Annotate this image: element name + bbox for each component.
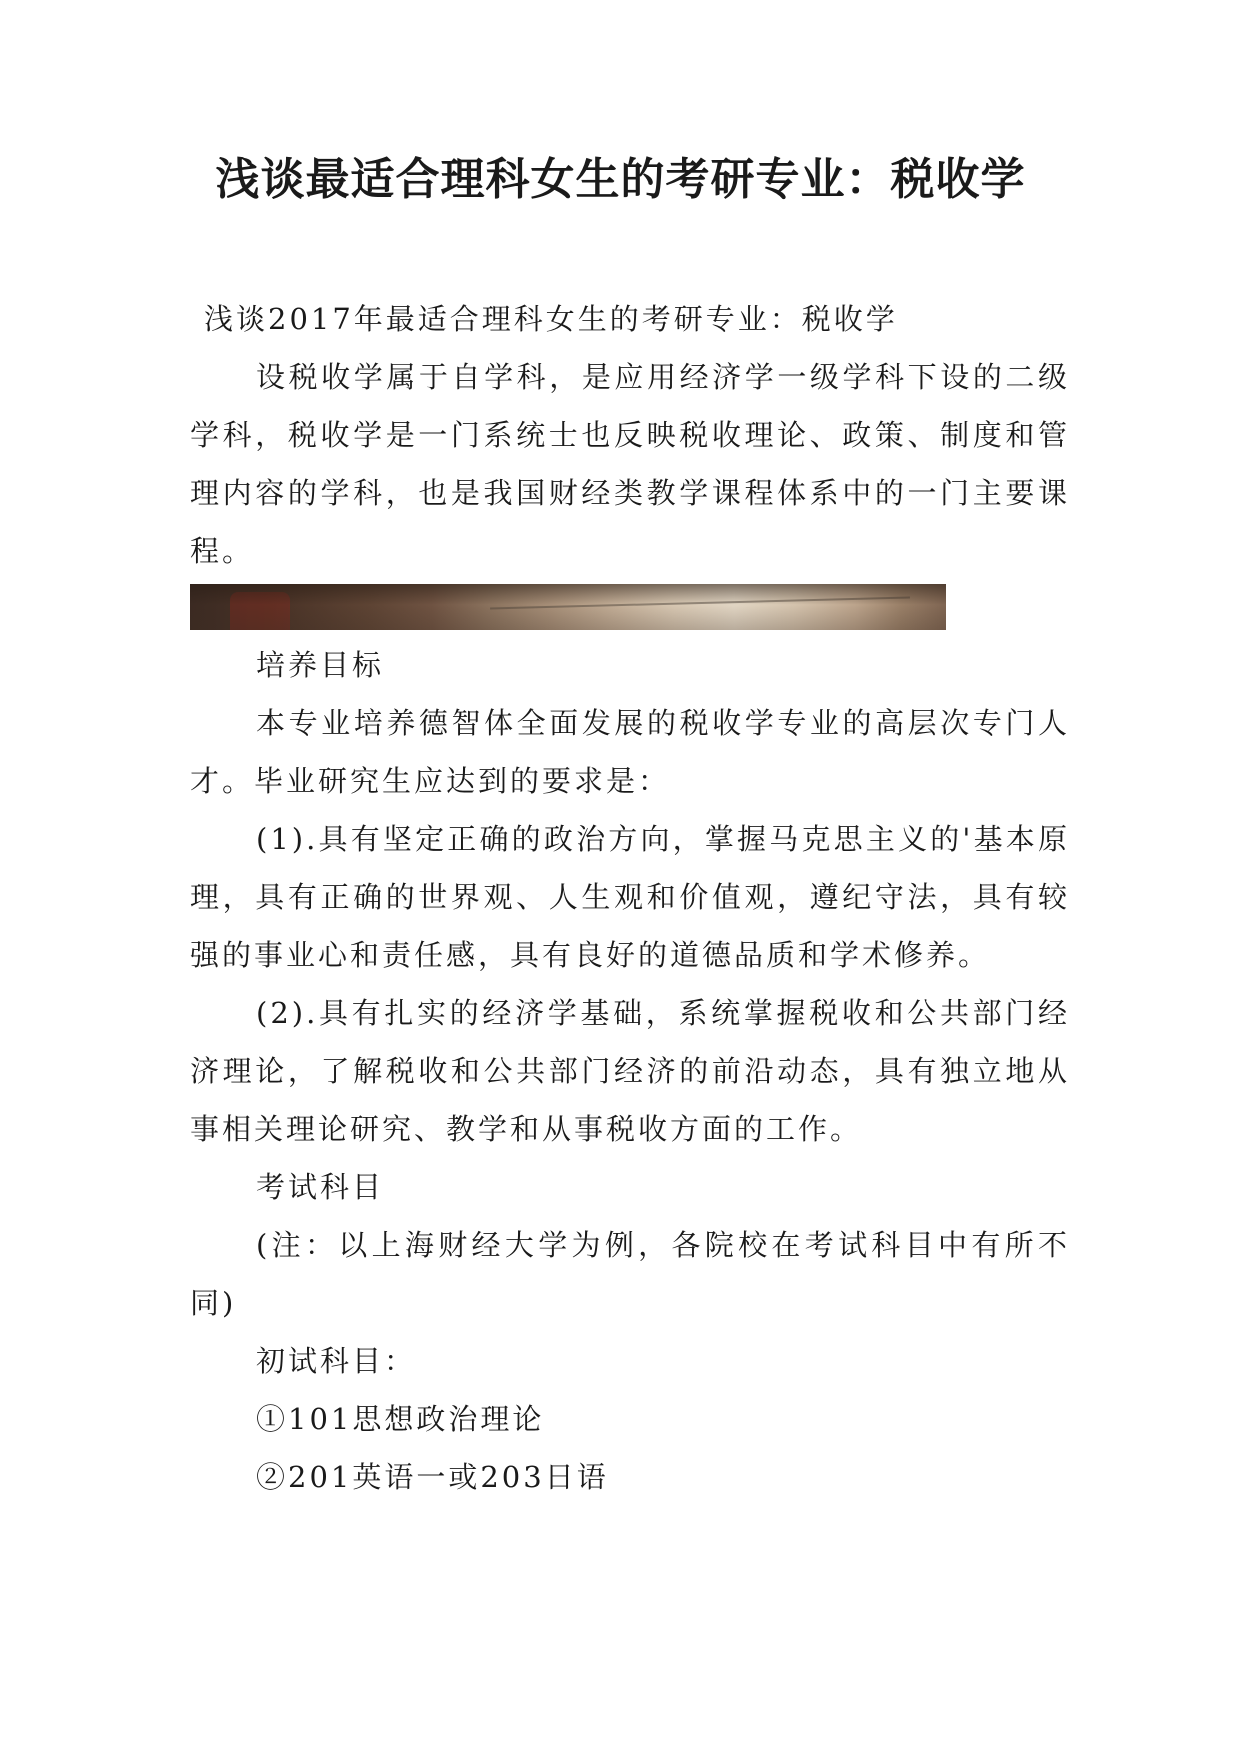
paragraph-exam-note: (注：以上海财经大学为例，各院校在考试科目中有所不同)	[190, 1228, 1070, 1320]
heading-first-exam: 初试科目：	[256, 1344, 417, 1378]
list-item: ②201英语一或203日语	[256, 1460, 609, 1494]
list-item: ①101思想政治理论	[256, 1402, 545, 1436]
paragraph-requirement-2: (2).具有扎实的经济学基础，系统掌握税收和公共部门经济理论，了解税收和公共部门经济的前沿动态，具有独立地从事相关理论研究、教学和从事税收方面的工作。	[190, 996, 1070, 1146]
paragraph-training-goal: 本专业培养德智体全面发展的税收学专业的高层次专门人才。毕业研究生应达到的要求是：	[190, 706, 1070, 798]
document-body	[190, 290, 1070, 1506]
intro-line: 浅谈2017年最适合理科女生的考研专业：税收学	[204, 302, 898, 336]
heading-training-goal: 培养目标	[256, 648, 385, 682]
embedded-photo	[190, 584, 946, 630]
heading-exam-subjects: 考试科目	[256, 1170, 385, 1204]
paragraph-intro-definition: 设税收学属于自学科，是应用经济学一级学科下设的二级学科，税收学是一门系统士也反映税收理论、政策、制度和管理内容的学科，也是我国财经类教学课程体系中的一门主要课程。	[190, 360, 1070, 568]
photo-shading	[190, 584, 946, 630]
page-title: 浅谈最适合理科女生的考研专业：税收学	[215, 154, 1026, 205]
paragraph-requirement-1: (1).具有坚定正确的政治方向，掌握马克思主义的'基本原理，具有正确的世界观、人生观和价值观，遵纪守法，具有较强的事业心和责任感，具有良好的道德品质和学术修养。	[190, 822, 1070, 972]
